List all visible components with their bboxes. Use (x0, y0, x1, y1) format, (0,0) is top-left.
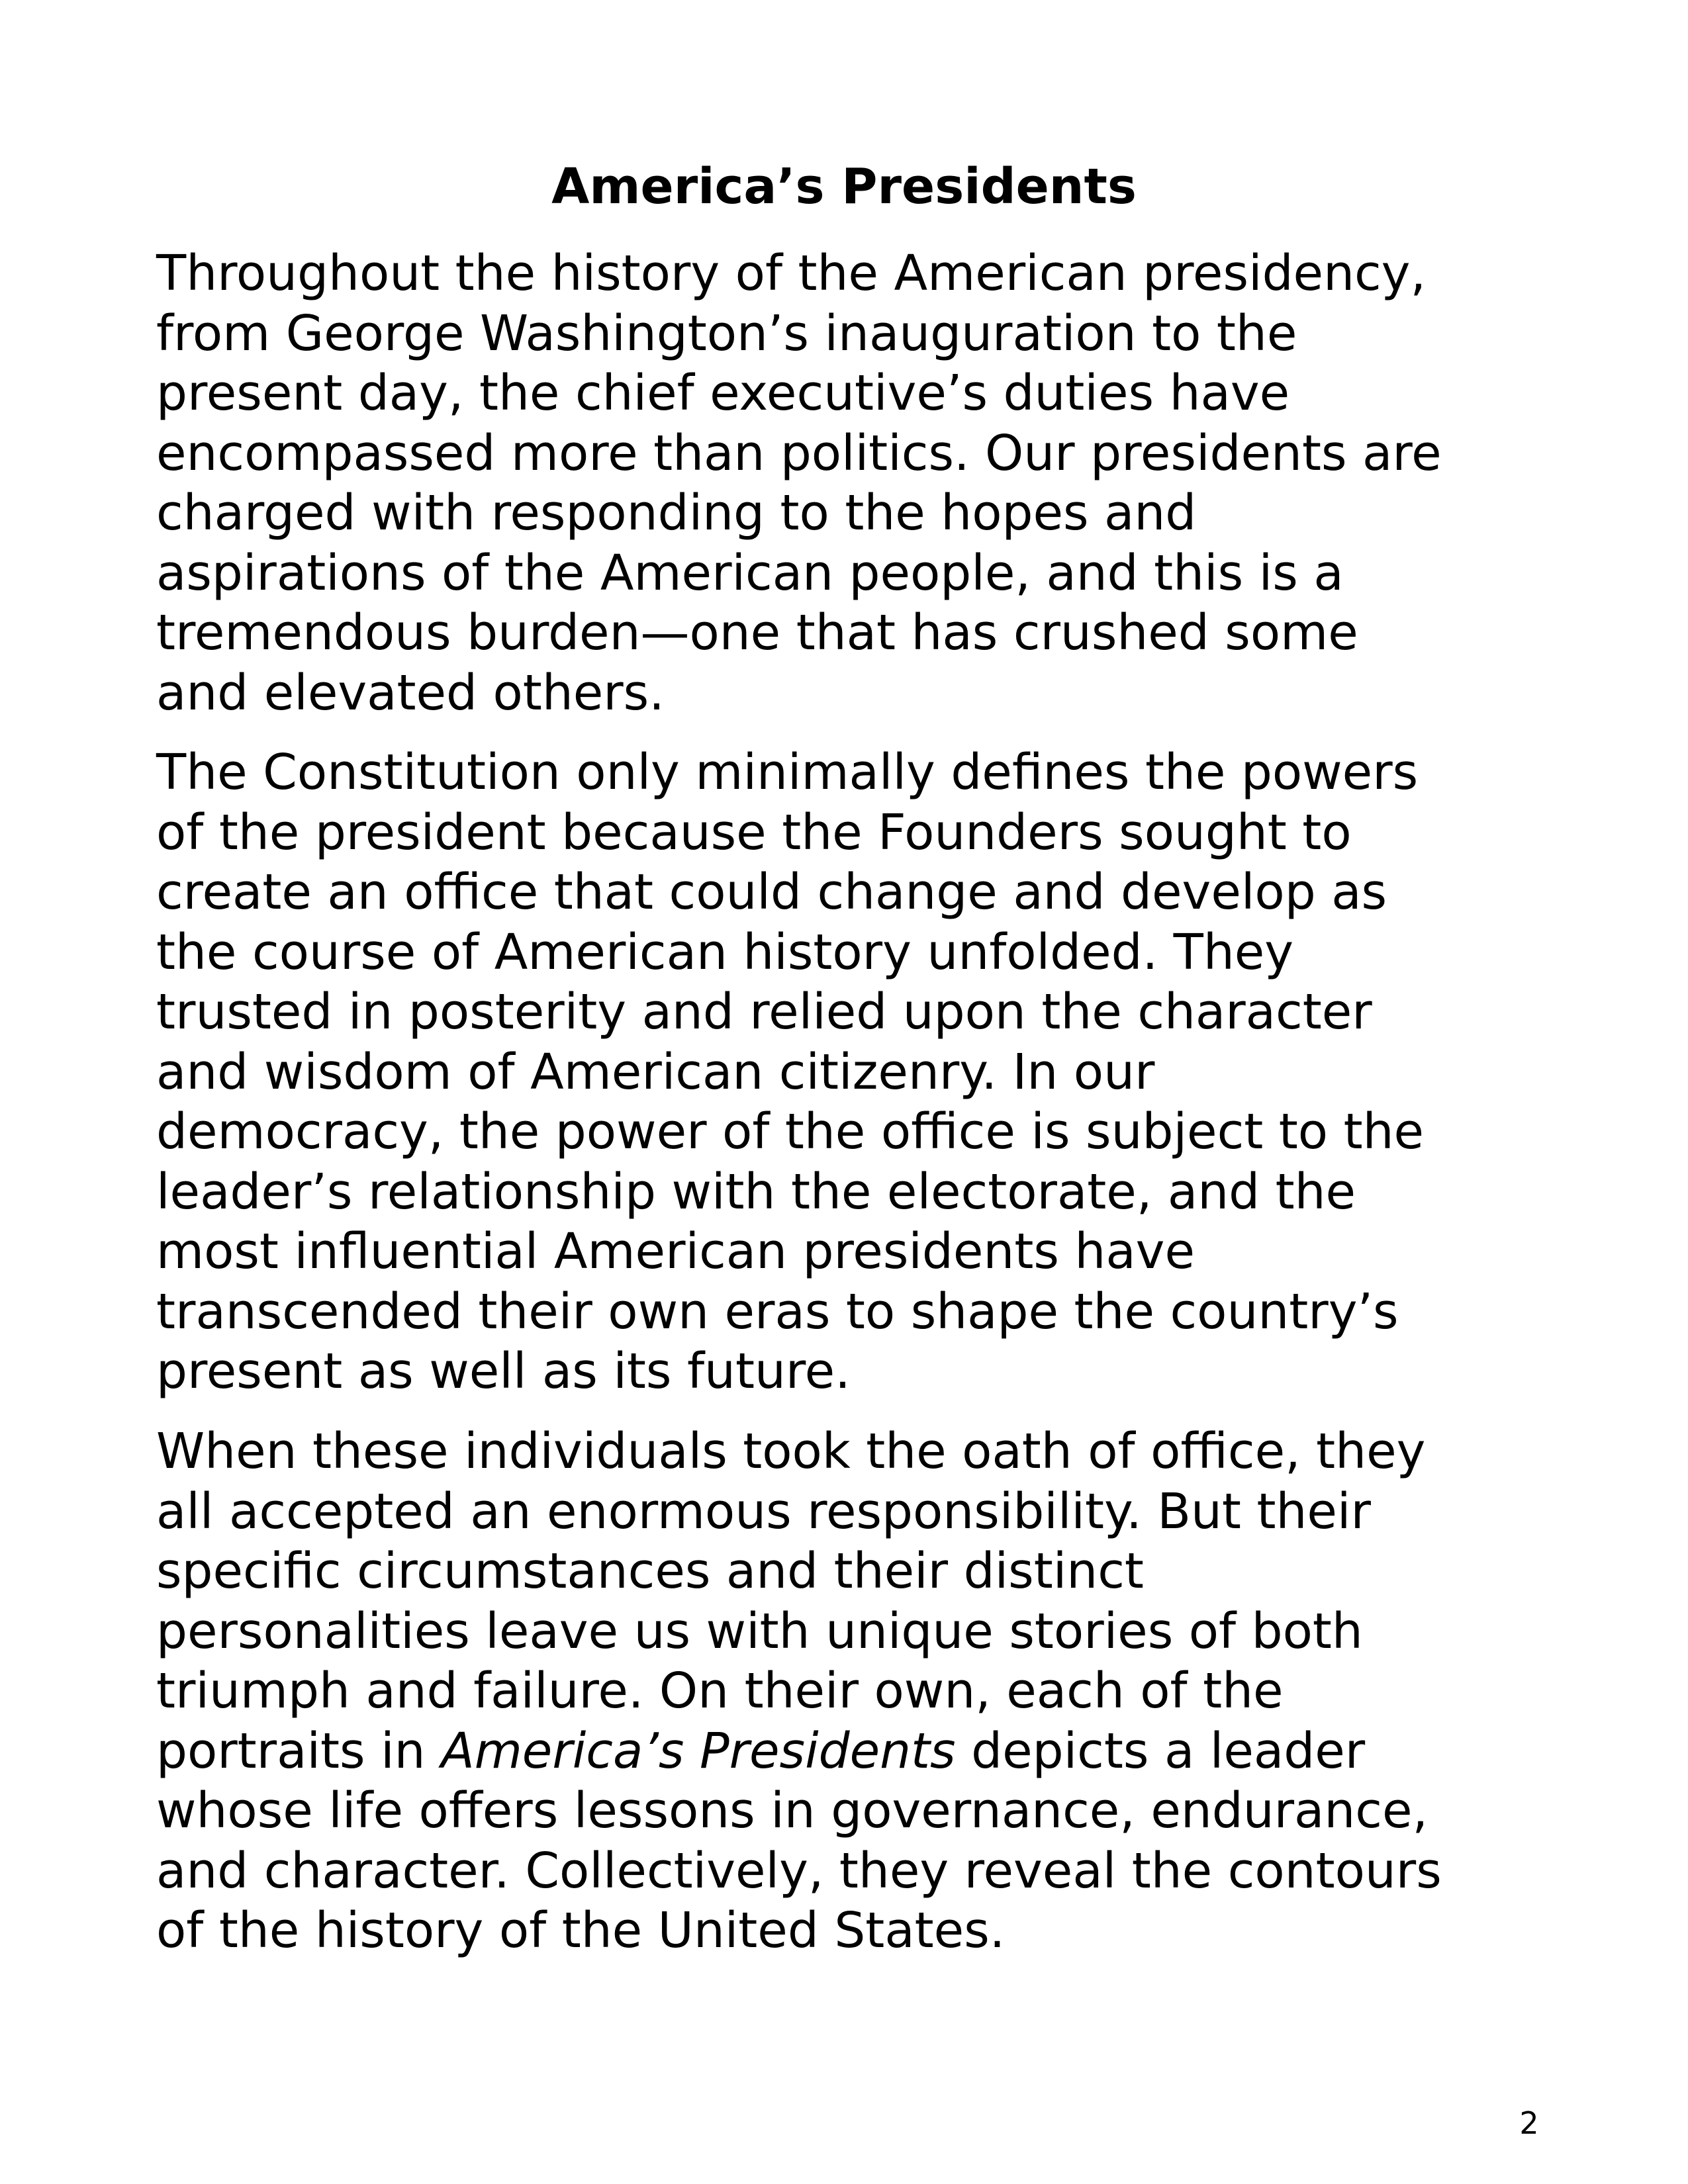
text-line: charged with responding to the hopes and (156, 484, 1197, 541)
text-line: trusted in posterity and relied upon the character (156, 983, 1372, 1040)
text-line: The Constitution only minimally defines the powers (156, 744, 1419, 801)
text-line: leader’s relationship with the electorate, and the (156, 1163, 1356, 1220)
text-line: and character. Collectively, they reveal the contours (156, 1842, 1442, 1899)
text-line: most influential American presidents have (156, 1223, 1195, 1280)
page-number: 2 (1519, 2105, 1539, 2141)
text-line: democracy, the power of the office is subject to the (156, 1103, 1425, 1160)
text-line: of the president because the Founders sought to (156, 803, 1352, 861)
text-line: of the history of the United States. (156, 1902, 1006, 1959)
text-line: triumph and failure. On their own, each of the (156, 1662, 1284, 1719)
paragraph-2 (156, 743, 1573, 1402)
text-segment: portraits in (156, 1722, 442, 1780)
page-title: America’s Presidents (551, 158, 1137, 215)
text-line-with-italic-title (156, 1721, 1573, 1782)
text-line: aspirations of the American people, and this is a (156, 544, 1344, 602)
text-line: and wisdom of American citizenry. In our (156, 1043, 1155, 1101)
book-title-italic: America’s Presidents (441, 1722, 956, 1780)
text-line: transcended their own eras to shape the country’s (156, 1283, 1399, 1340)
text-line: personalities leave us with unique stories of both (156, 1602, 1363, 1660)
paragraph-3 (156, 1422, 1573, 1961)
text-line: all accepted an enormous responsibility. But their (156, 1482, 1371, 1540)
paragraph-1 (156, 244, 1573, 723)
text-line: and elevated others. (156, 664, 665, 721)
text-line: whose life offers lessons in governance, endurance, (156, 1782, 1429, 1839)
text-line: from George Washington’s inauguration to the (156, 304, 1297, 362)
text-line: Throughout the history of the American presidency, (156, 245, 1426, 302)
text-line: create an office that could change and develop as (156, 864, 1387, 921)
text-line: present day, the chief executive’s duties have (156, 365, 1290, 422)
text-line: When these individuals took the oath of office, they (156, 1423, 1426, 1480)
text-line: specific circumstances and their distinct (156, 1543, 1144, 1600)
text-line: tremendous burden—one that has crushed some (156, 604, 1358, 661)
text-line: encompassed more than politics. Our presidents are (156, 424, 1442, 482)
text-line: the course of American history unfolded. They (156, 923, 1294, 981)
text-segment: depicts a leader (955, 1722, 1366, 1780)
text-line: present as well as its future. (156, 1343, 851, 1400)
